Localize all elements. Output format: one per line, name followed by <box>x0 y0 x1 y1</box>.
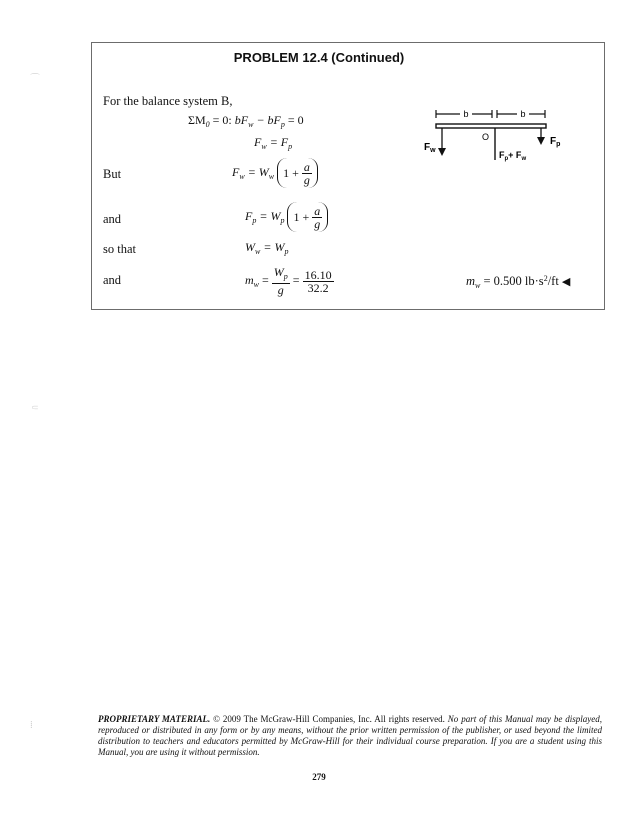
scan-artifact: ⸦ <box>30 403 40 414</box>
force-equality: $F_w = F_p$ <box>254 135 293 151</box>
weight-equality: $W_w = W_p$ <box>245 240 289 256</box>
answer-marker: ◀ <box>561 276 571 288</box>
copyright-notice: PROPRIETARY MATERIAL. © 2009 The McGraw-Hill Companies, Inc. All rights reserved. No part of this Manual may be displayed, reproduced or distributed in any form or by any means, without the prior written permission of the publisher, or used beyond the limited distribution to teachers and educators permitted by McGraw-Hill for their individual course preparation. If you are a student using this Manual, you are using it without permission. <box>98 714 602 757</box>
fw-label: $F_w$ <box>424 142 436 154</box>
fp-label: $F_p$ <box>550 136 561 148</box>
pivot-o-label: O <box>482 132 490 142</box>
scan-artifact: ⁞ <box>30 720 33 731</box>
dim-b-left: b <box>463 109 469 119</box>
problem-title: PROBLEM 12.4 (Continued) <box>233 50 405 65</box>
moment-equation: $\Sigma M_0 = 0$: $bF_w - bF_p = 0$ <box>188 113 304 129</box>
scan-artifact: ⌒ <box>30 74 40 85</box>
fp-arrow-icon <box>537 137 545 145</box>
label-and-1: and <box>103 212 122 226</box>
intro-text: For the balance system B, <box>103 94 233 108</box>
dim-b-right: b <box>520 109 526 119</box>
pivot-force-label: $F_p+ F_w$ <box>499 150 527 162</box>
beam <box>436 124 546 128</box>
balance-diagram <box>410 102 590 177</box>
mass-equation: $m_w$ = $\frac{W_p}{g}$ = $\frac{16.10}{32.2}$ <box>245 265 332 297</box>
fw-equation: $F_w = W_w$ 1 + $\frac{a}{g}$ <box>232 158 318 188</box>
answer: $m_w = 0.500$ $lb\cdot s^2/ft$ ◀ <box>466 274 571 290</box>
fp-equation: $F_p = W_p$ 1 + $\frac{a}{g}$ <box>245 202 328 232</box>
label-but: But <box>103 167 122 181</box>
label-and-2: and <box>103 273 122 287</box>
label-so-that: so that <box>103 242 136 256</box>
fw-arrow-icon <box>438 148 446 156</box>
page-number: 279 <box>312 772 326 782</box>
